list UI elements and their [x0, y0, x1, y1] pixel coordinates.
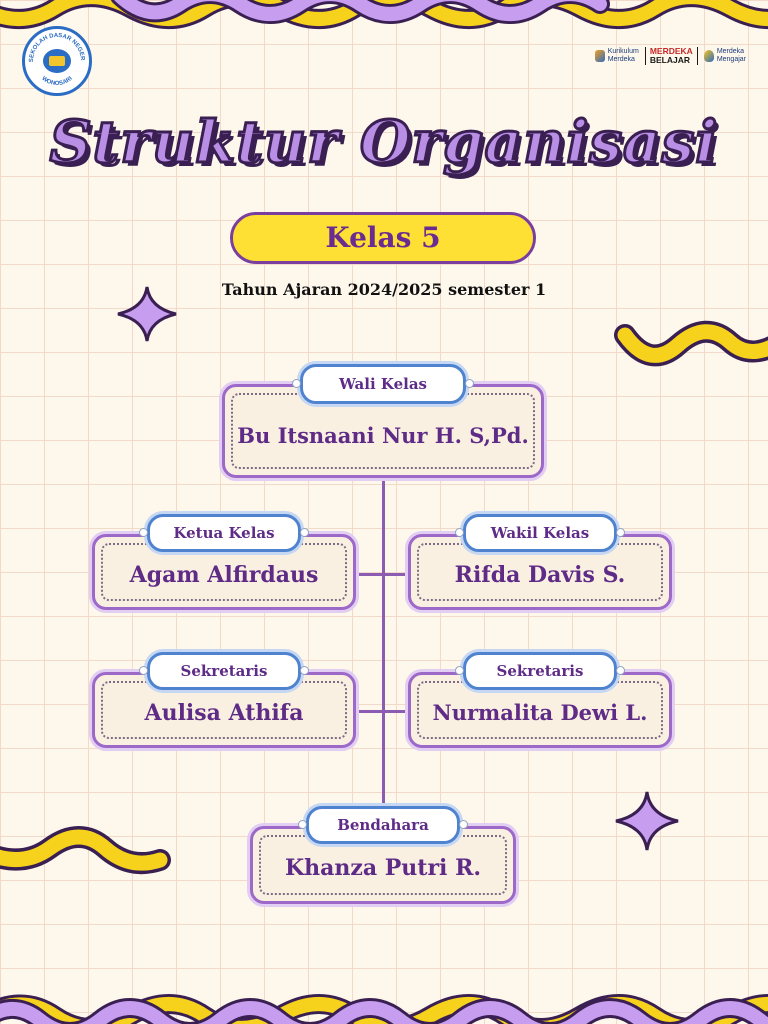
sekretaris1-name: Aulisa Athifa — [144, 700, 304, 726]
ketua-kelas-name: Agam Alfirdaus — [129, 562, 319, 588]
tag-dot — [139, 666, 148, 675]
tag-dot — [455, 666, 464, 675]
sekretaris1-tag — [147, 652, 301, 690]
wali-kelas-tag — [300, 364, 466, 404]
tag-dot — [465, 379, 474, 388]
wali-kelas-role: Wali Kelas — [339, 375, 427, 393]
open-book-icon — [43, 49, 71, 73]
school-logo-top-text: SEKOLAH DASAR NEGER — [28, 32, 86, 63]
partner-logos — [595, 42, 746, 70]
tag-dot — [300, 528, 309, 537]
tag-dot — [455, 528, 464, 537]
kurikulum-merdeka-logo — [595, 48, 639, 64]
tag-dot — [459, 820, 468, 829]
connector-row2 — [356, 710, 408, 713]
connector-vertical — [382, 478, 385, 825]
page-title: Struktur Organisasi — [49, 108, 719, 176]
bendahara-role: Bendahara — [337, 816, 429, 834]
mengajar-icon — [704, 50, 714, 62]
tag-dot — [616, 666, 625, 675]
wakil-kelas-name: Rifda Davis S. — [454, 562, 626, 588]
merdeka-belajar-logo — [645, 47, 698, 65]
wakil-kelas-role: Wakil Kelas — [490, 524, 590, 542]
sekretaris2-role: Sekretaris — [496, 662, 584, 680]
sekretaris2-name: Nurmalita Dewi L. — [432, 700, 648, 725]
tag-dot — [139, 528, 148, 537]
sekretaris1-role: Sekretaris — [180, 662, 268, 680]
school-logo — [22, 26, 92, 96]
academic-year: Tahun Ajaran 2024/2025 semester 1 — [221, 280, 547, 299]
class-label: Kelas 5 — [230, 212, 536, 264]
mengajar-line2: Mengajar — [716, 56, 746, 63]
tag-dot — [292, 379, 301, 388]
wakil-kelas-tag — [463, 514, 617, 552]
wali-kelas-name: Bu Itsnaani Nur H. S,Pd. — [237, 423, 529, 448]
kurikulum-line1: Kurikulum — [607, 48, 639, 55]
bendahara-name: Khanza Putri R. — [284, 855, 482, 881]
connector-row1 — [356, 573, 408, 576]
merdeka-line1: MERDEKA — [649, 46, 693, 56]
ketua-kelas-tag — [147, 514, 301, 552]
tag-dot — [298, 820, 307, 829]
tag-dot — [300, 666, 309, 675]
sekretaris2-tag — [463, 652, 617, 690]
star-right — [616, 792, 678, 850]
school-logo-bottom-text: WONOSARI — [40, 75, 74, 88]
ketua-kelas-role: Ketua Kelas — [173, 524, 275, 542]
kurikulum-icon — [595, 50, 605, 62]
mengajar-line1: Merdeka — [716, 48, 745, 55]
bendahara-tag — [306, 806, 460, 844]
kurikulum-line2: Merdeka — [607, 56, 635, 63]
merdeka-mengajar-logo — [704, 48, 746, 64]
belajar-line2: BELAJAR — [649, 55, 690, 65]
tag-dot — [616, 528, 625, 537]
svg-text:WONOSARI — [40, 76, 74, 87]
